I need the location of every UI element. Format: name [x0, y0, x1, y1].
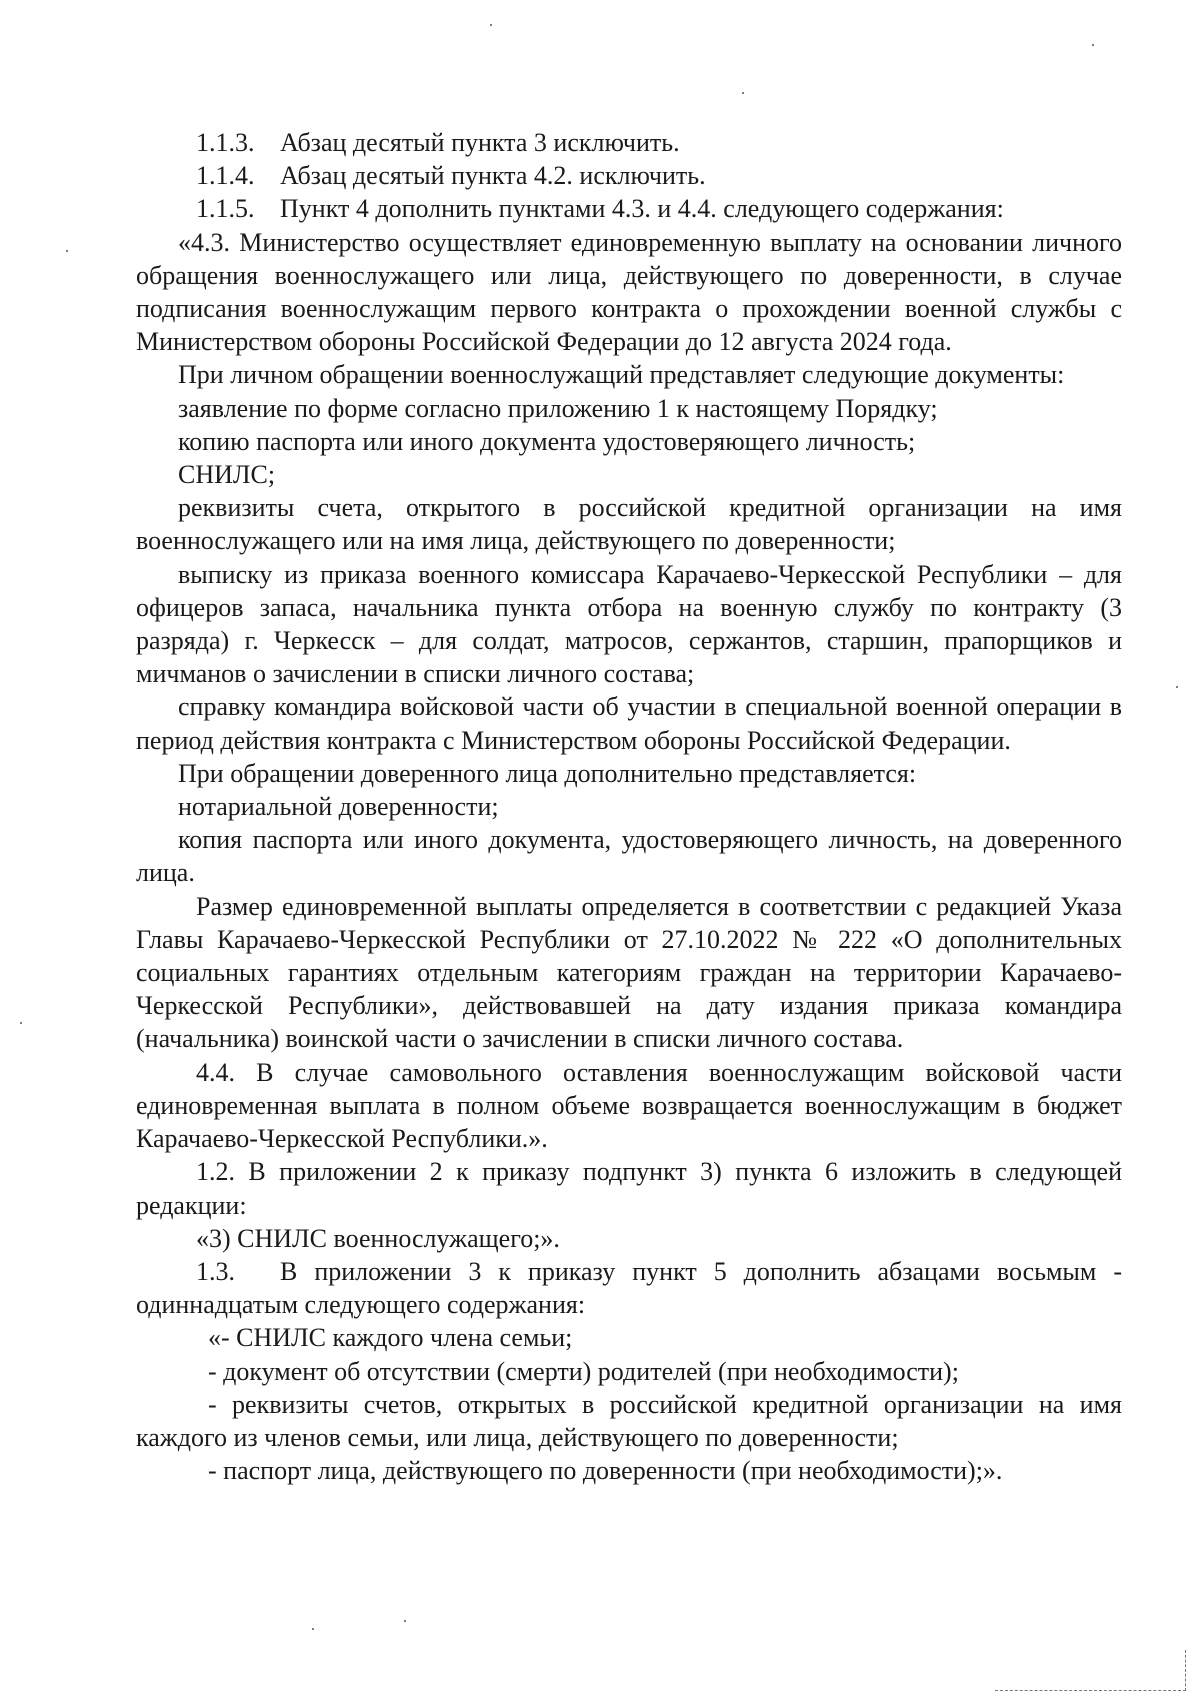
paragraph-payment-amount: Размер единовременной выплаты определяется в соответствии с редакцией Указа Главы Карачаево-Черкесской Республики от 27.10.2022 № 222 «О дополнительных социальных гарантиях отдельным категориям граждан на территории Карачаево-Черкесской Республики», действовавшей на дату издания приказа командира (начальника) воинской части о зачислении в списки личного состава.: [136, 891, 1122, 1054]
paragraph-text: Абзац десятый пункта 4.2. исключить.: [280, 161, 706, 191]
paragraph-4-4: 4.4. В случае самовольного оставления военнослужащим войсковой части единовременная выплата в полном объеме возвращается военнослужащим в бюджет Карачаево-Черкесской Республики.».: [136, 1057, 1122, 1154]
scan-corner-mark: [995, 1650, 1186, 1691]
paragraph-1-1-5: [136, 192, 1122, 225]
paragraph-trustee-passport-final: - паспорт лица, действующего по доверенности (при необходимости);».: [208, 1456, 1003, 1486]
item-number: 1.1.4.: [196, 161, 255, 191]
scan-speck: [1176, 686, 1178, 688]
paragraph-text: Абзац десятый пункта 3 исключить.: [280, 128, 680, 157]
paragraph-family-accounts: - реквизиты счетов, открытых в российской кредитной организации на имя каждого из членов семьи, или лица, действующего по доверенности;: [136, 1389, 1122, 1452]
paragraph-notary-power: нотариальной доверенности;: [178, 792, 499, 822]
paragraph-personal-request: При личном обращении военнослужащий представляет следующие документы:: [178, 360, 1065, 390]
item-number: 1.1.5.: [196, 194, 255, 224]
scan-speck: [742, 92, 744, 94]
paragraph-application: заявление по форме согласно приложению 1 к настоящему Порядку;: [178, 393, 938, 423]
paragraph-parents-document: - документ об отсутствии (смерти) родителей (при необходимости);: [208, 1356, 959, 1386]
paragraph-family-snils: «- СНИЛС каждого члена семьи;: [208, 1323, 573, 1353]
paragraph-order-extract: выписку из приказа военного комиссара Карачаево-Черкесской Республики – для офицеров запаса, начальника пункта отбора на военную службу по контракту (3 разряда) г. Черкесск – для солдат, матросов, сержантов, старшин, прапорщиков и мичманов о зачислении в списки личного состава;: [136, 559, 1122, 689]
paragraph-commander-certificate: справку командира войсковой части об участии в специальной военной операции в период действия контракта с Министерством обороны Российской Федерации.: [136, 692, 1122, 755]
scan-speck: [312, 1628, 314, 1630]
paragraph-text: В приложении 3 к приказу пункт 5 дополнить абзацами восьмым - одиннадцатым следующего содержания:: [136, 1256, 1122, 1320]
scan-speck: [1092, 44, 1094, 46]
paragraph-snils: СНИЛС;: [178, 460, 276, 490]
document-page: [136, 126, 1122, 1487]
paragraph-1-1-3: [136, 126, 1122, 159]
scan-speck: [66, 250, 68, 252]
scan-speck: [20, 1022, 22, 1024]
paragraph-passport-copy: копию паспорта или иного документа удостоверяющего личность;: [178, 426, 916, 456]
paragraph-1-2: 1.2. В приложении 2 к приказу подпункт 3) пункта 6 изложить в следующей редакции:: [136, 1157, 1122, 1220]
item-number: 1.1.3.: [196, 128, 255, 157]
item-number: 1.3.: [196, 1256, 235, 1286]
paragraph-snils-quote: «3) СНИЛС военнослужащего;».: [196, 1223, 560, 1253]
paragraph-bank-account: реквизиты счета, открытого в российской кредитной организации на имя военнослужащего или на имя лица, действующего по доверенности;: [136, 493, 1122, 556]
paragraph-1-3: [136, 1255, 1122, 1321]
paragraph-trustee-passport: копия паспорта или иного документа, удостоверяющего личность, на доверенного лица.: [136, 825, 1122, 888]
paragraph-trustee-request: При обращении доверенного лица дополнительно представляется:: [178, 758, 917, 788]
paragraph-text: Пункт 4 дополнить пунктами 4.3. и 4.4. следующего содержания:: [280, 194, 1004, 224]
scan-speck: [490, 24, 492, 26]
paragraph-4-3: «4.3. Министерство осуществляет единовременную выплату на основании личного обращения военнослужащего или лица, действующего по доверенности, в случае подписания военнослужащим первого контракта о прохождении военной службы с Министерством обороны Российской Федерации до 12 августа 2024 года.: [136, 227, 1122, 357]
scan-speck: [404, 1620, 406, 1622]
paragraph-1-1-4: [136, 159, 1122, 192]
